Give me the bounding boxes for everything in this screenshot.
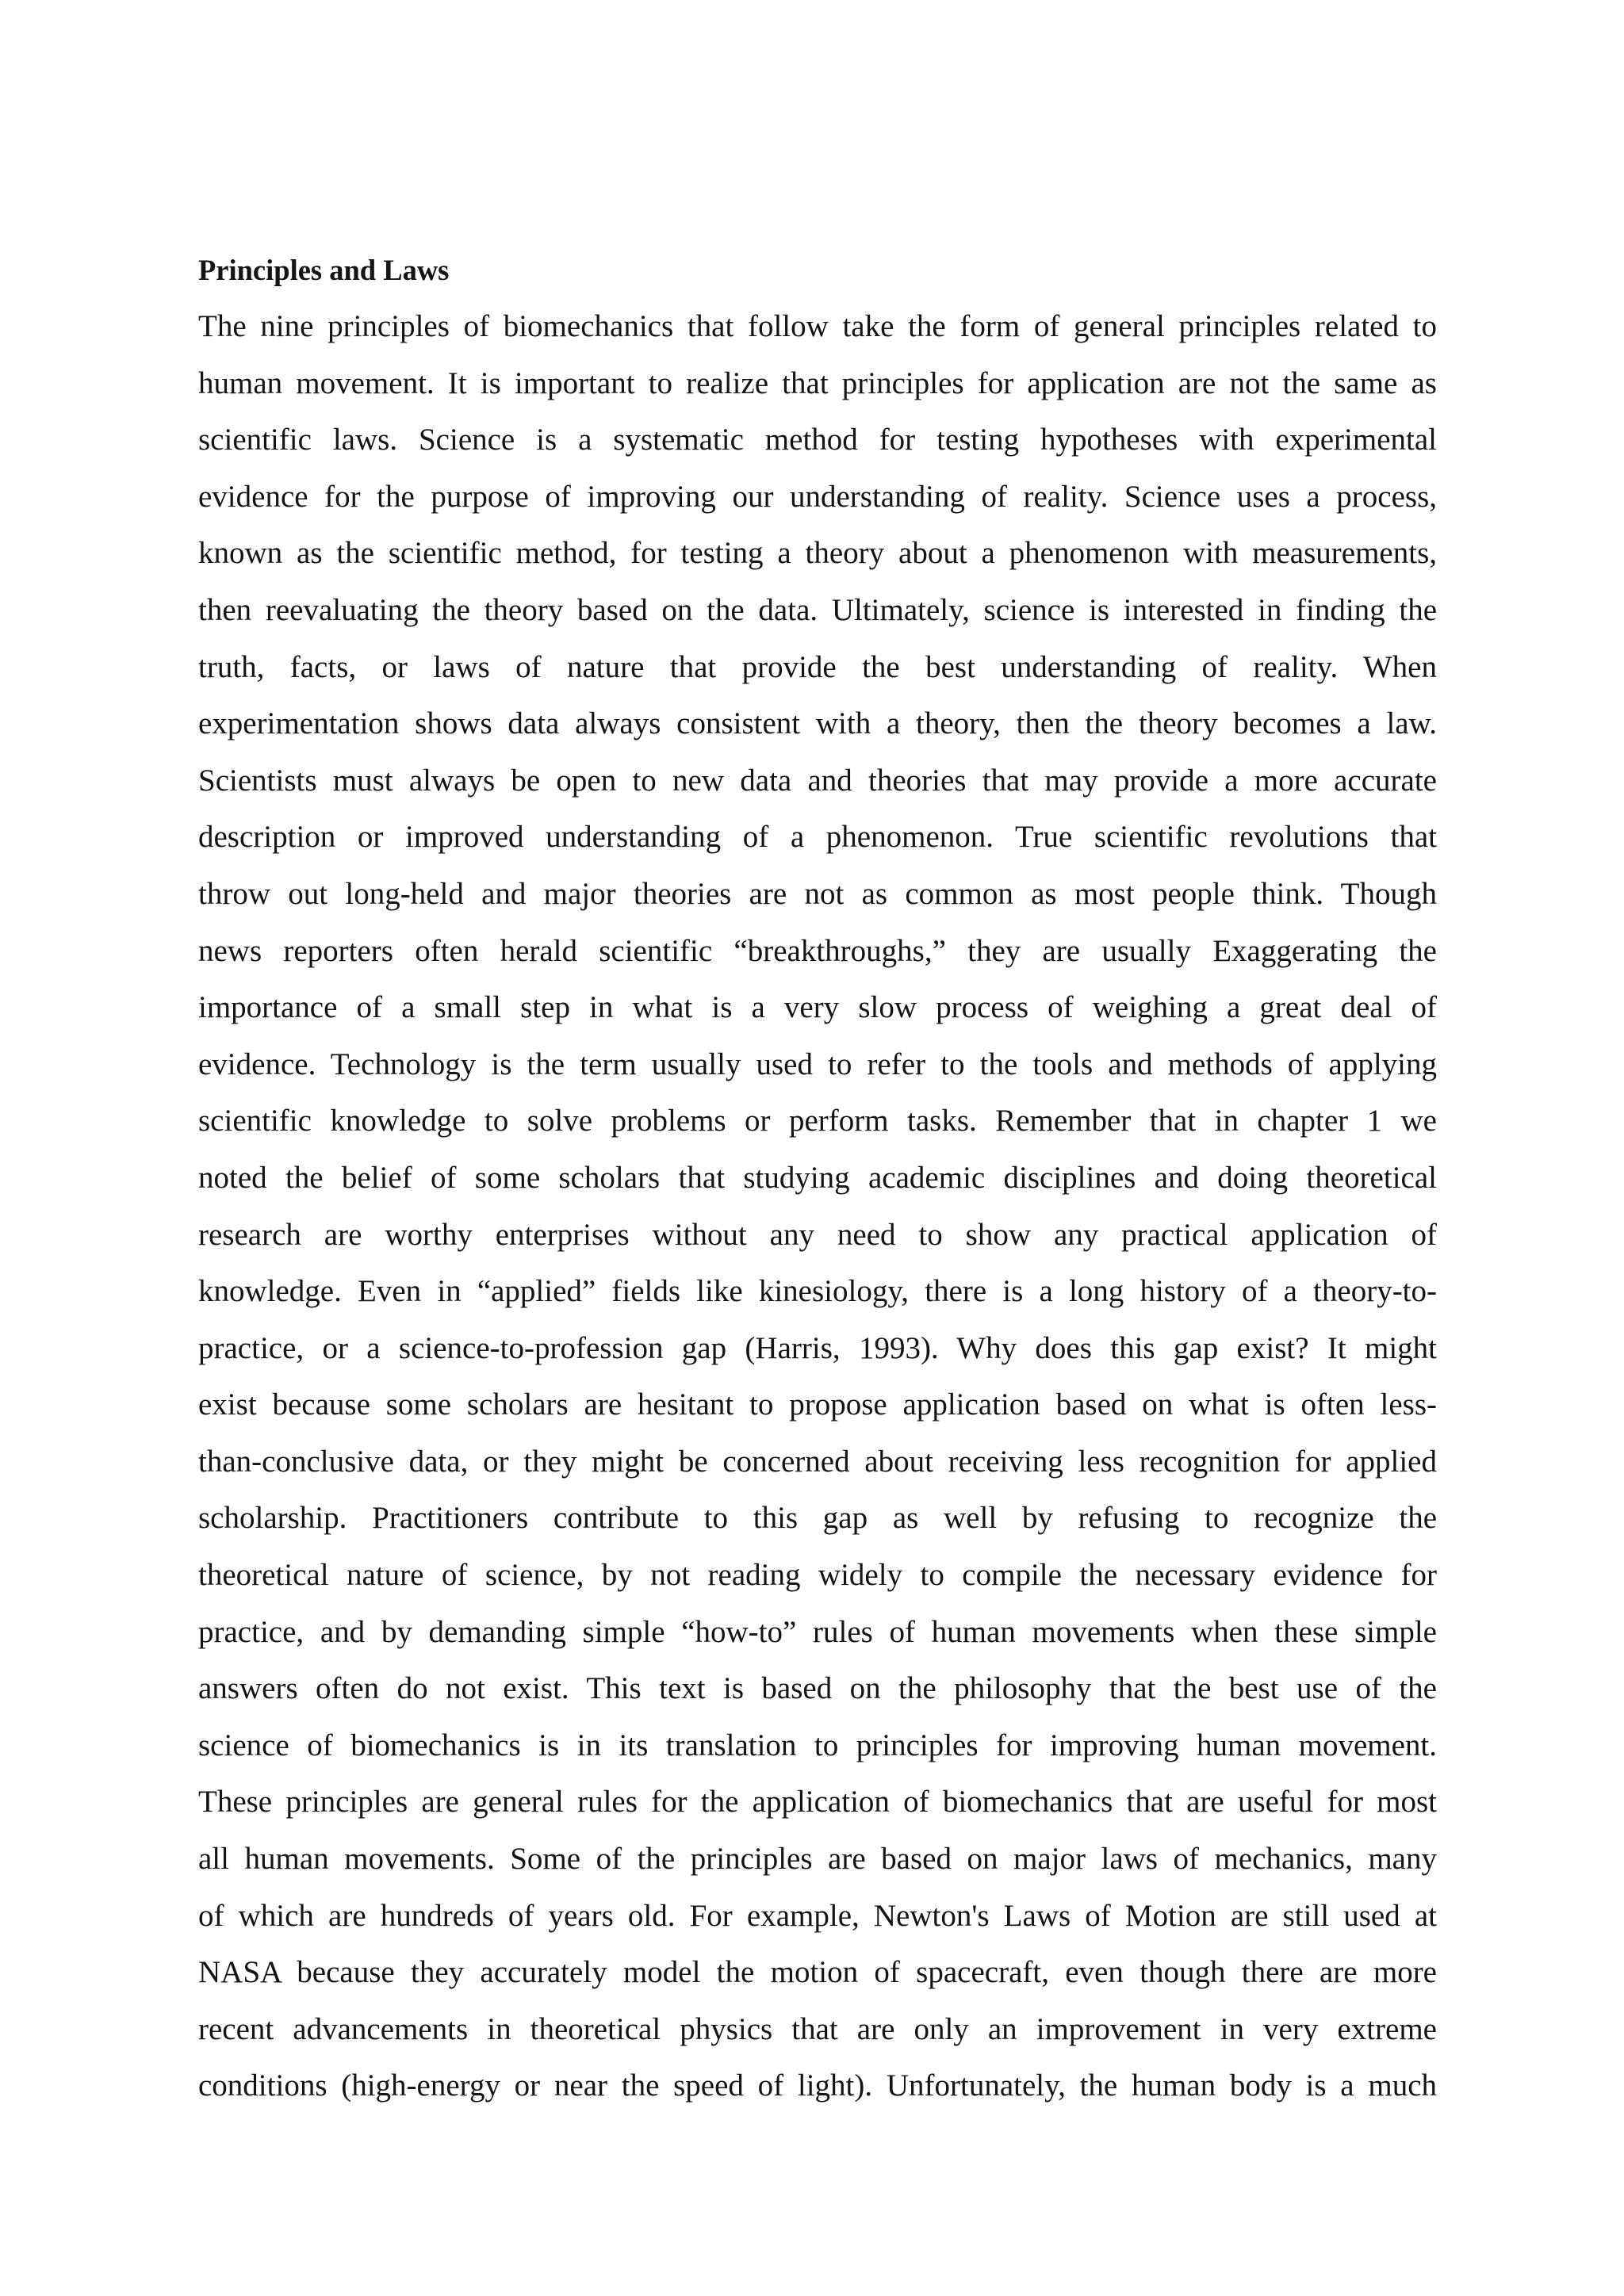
paragraph-line: of which are hundreds of years old. For example, Newton's Laws of Motion are still used at <box>198 1898 1437 1933</box>
paragraph-line: then reevaluating the theory based on the data. Ultimately, science is interested in finding the <box>198 592 1437 627</box>
paragraph-line: conditions (high-energy or near the speed of light). Unfortunately, the human body is a much <box>198 2068 1437 2103</box>
paragraph-line: exist because some scholars are hesitant to propose application based on what is often less- <box>198 1387 1437 1422</box>
paragraph-line: description or improved understanding of a phenomenon. True scientific revolutions that <box>198 820 1437 855</box>
paragraph-line: news reporters often herald scientific “breakthroughs,” they are usually Exaggerating the <box>198 933 1437 968</box>
paragraph-line: research are worthy enterprises without any need to show any practical application of <box>198 1217 1437 1252</box>
paragraph-line: truth, facts, or laws of nature that provide the best understanding of reality. When <box>198 649 1437 684</box>
paragraph-line: scholarship. Practitioners contribute to this gap as well by refusing to recognize the <box>198 1501 1437 1536</box>
paragraph-line: all human movements. Some of the principles are based on major laws of mechanics, many <box>198 1842 1437 1877</box>
paragraph-line: scientific knowledge to solve problems or perform tasks. Remember that in chapter 1 we <box>198 1104 1437 1138</box>
paragraph-line: practice, or a science-to-profession gap (Harris, 1993). Why does this gap exist? It might <box>198 1330 1437 1365</box>
paragraph-line: The nine principles of biomechanics that follow take the form of general principles related to <box>198 309 1437 343</box>
paragraph-line: practice, and by demanding simple “how-to” rules of human movements when these simple <box>198 1614 1437 1649</box>
paragraph-line: throw out long-held and major theories are not as common as most people think. Though <box>198 876 1437 911</box>
paragraph-line: human movement. It is important to realize that principles for application are not the same as <box>198 365 1437 400</box>
paragraph-line: evidence. Technology is the term usually used to refer to the tools and methods of applying <box>198 1047 1437 1081</box>
paragraph-line: science of biomechanics is in its translation to principles for improving human movement. <box>198 1728 1437 1762</box>
paragraph-line: theoretical nature of science, by not reading widely to compile the necessary evidence for <box>198 1558 1437 1593</box>
paragraph-line: known as the scientific method, for testing a theory about a phenomenon with measurements, <box>198 536 1437 571</box>
paragraph-line: These principles are general rules for the application of biomechanics that are useful for most <box>198 1785 1437 1820</box>
paragraph-line: noted the belief of some scholars that studying academic disciplines and doing theoretical <box>198 1160 1437 1195</box>
paragraph-line: evidence for the purpose of improving our understanding of reality. Science uses a process, <box>198 479 1437 514</box>
paragraph-line: experimentation shows data always consistent with a theory, then the theory becomes a law. <box>198 706 1437 741</box>
section-heading: Principles and Laws <box>198 254 450 286</box>
paragraph-line: answers often do not exist. This text is based on the philosophy that the best use of the <box>198 1671 1437 1706</box>
paragraph <box>198 298 1437 2114</box>
paragraph-line: NASA because they accurately model the motion of spacecraft, even though there are more <box>198 1955 1437 1990</box>
paragraph-line: scientific laws. Science is a systematic method for testing hypotheses with experimental <box>198 423 1437 457</box>
document-body <box>198 252 1437 2114</box>
paragraph-line: importance of a small step in what is a very slow process of weighing a great deal of <box>198 990 1437 1025</box>
paragraph-line: knowledge. Even in “applied” fields like kinesiology, there is a long history of a theory-to- <box>198 1274 1437 1309</box>
paragraph-line: than-conclusive data, or they might be concerned about receiving less recognition for applied <box>198 1444 1437 1479</box>
paragraph-line: Scientists must always be open to new data and theories that may provide a more accurate <box>198 763 1437 798</box>
paragraph-line: recent advancements in theoretical physics that are only an improvement in very extreme <box>198 2011 1437 2046</box>
